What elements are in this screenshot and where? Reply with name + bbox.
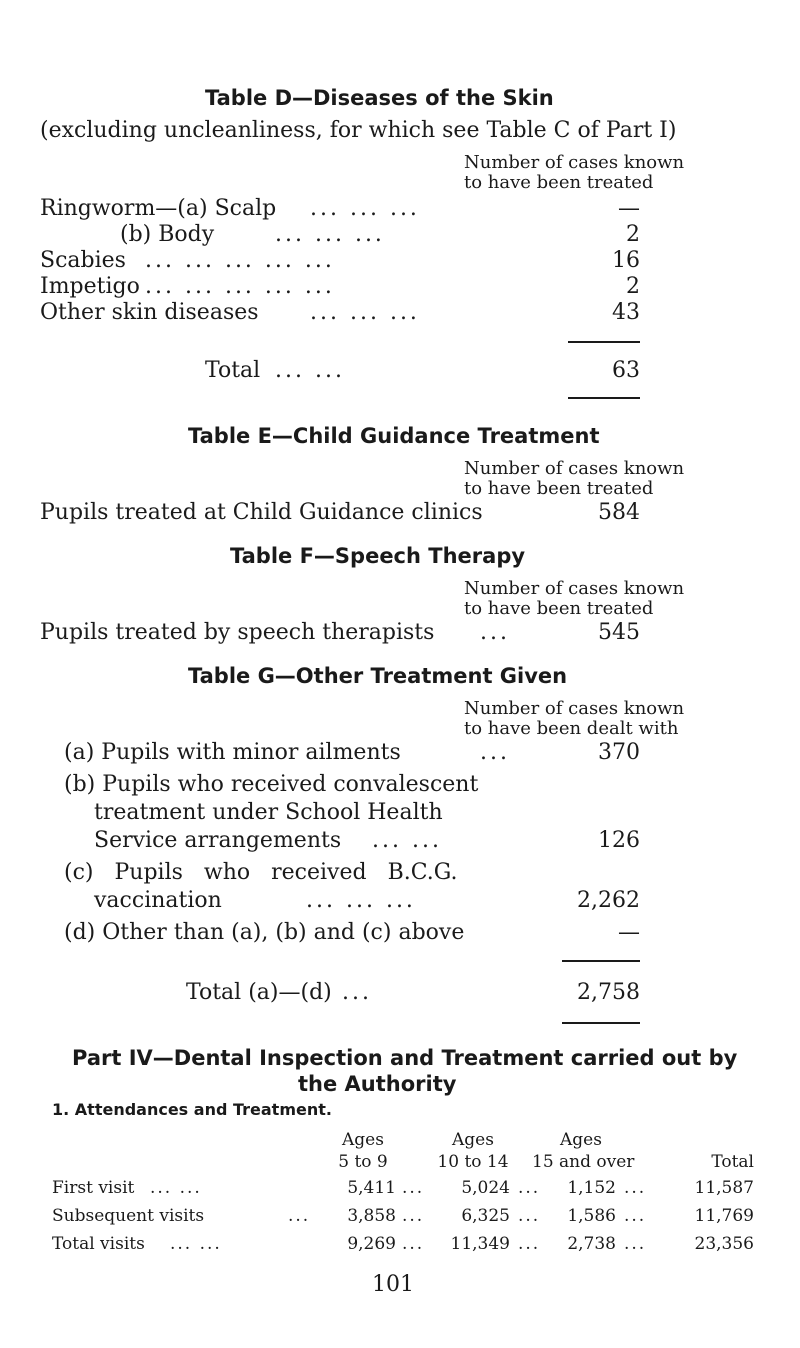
table-d-row-value: 2 [626, 222, 640, 247]
dental-col-header: 10 to 14 [437, 1152, 509, 1172]
dental-col-header: Ages [452, 1130, 494, 1150]
table-g-row-c-line: vaccination [94, 888, 222, 913]
dental-cell: 11,587 [694, 1178, 754, 1198]
dental-cell: 3,858 [347, 1206, 396, 1226]
table-g-col-header-2: to have been dealt with [464, 718, 679, 739]
table-g-rule [562, 1022, 640, 1024]
table-g-total-label: Total (a)—(d) [186, 980, 332, 1005]
table-d-title: Table D—Diseases of the Skin [205, 86, 554, 110]
table-g-row-b-line: Service arrangements [94, 828, 342, 853]
table-g-rule [562, 960, 640, 962]
dental-cell: 2,738 [567, 1234, 616, 1254]
dental-col-header: 5 to 9 [338, 1152, 388, 1172]
table-g-row-c-line: (c) Pupils who received B.C.G. [64, 860, 458, 885]
dental-cell: 5,024 [461, 1178, 510, 1198]
table-g-total-value: 2,758 [577, 980, 640, 1005]
dental-col-header: Total [711, 1152, 754, 1172]
table-d-row-value: 2 [626, 274, 640, 299]
table-d-row-label: Impetigo [40, 274, 140, 299]
table-f-col-header-2: to have been treated [464, 598, 654, 619]
part-iv-title-line-1: Part IV—Dental Inspection and Treatment carried out by [72, 1046, 738, 1070]
table-g-row-a-value: 370 [598, 740, 640, 765]
page-number: 101 [372, 1272, 414, 1297]
dental-cell: 11,769 [694, 1206, 754, 1226]
table-f-row-value: 545 [598, 620, 640, 645]
table-d-rule [568, 341, 640, 343]
dental-cell: 1,586 [567, 1206, 616, 1226]
table-d-col-header-1: Number of cases known [464, 152, 685, 173]
dental-row-label: First visit [52, 1178, 135, 1198]
table-d-row-label: (b) Body [120, 222, 215, 247]
dental-cell: 23,356 [694, 1234, 754, 1254]
table-g-row-b-value: 126 [598, 828, 640, 853]
table-d-row-label: Scabies [40, 248, 126, 273]
table-d-row-label: Other skin diseases [40, 300, 259, 325]
table-g-row-c-value: 2,262 [577, 888, 640, 913]
table-e-col-header-1: Number of cases known [464, 458, 685, 479]
table-g-row-b-line: treatment under School Health [94, 800, 443, 825]
table-e-title: Table E—Child Guidance Treatment [188, 424, 600, 448]
table-d-row-value: 16 [612, 248, 640, 273]
dental-cell: 11,349 [450, 1234, 510, 1254]
table-f-row-label: Pupils treated by speech therapists [40, 620, 435, 645]
table-f-title: Table F—Speech Therapy [230, 544, 526, 568]
dental-cell: 9,269 [347, 1234, 396, 1254]
table-d-total-value: 63 [612, 358, 640, 383]
table-d-total-label: Total [205, 358, 261, 383]
table-d-row-value: — [618, 196, 640, 221]
table-g-title: Table G—Other Treatment Given [188, 664, 568, 688]
dental-row-label: Subsequent visits [52, 1206, 205, 1226]
dental-cell: 1,152 [567, 1178, 616, 1198]
dental-col-header: Ages [342, 1130, 384, 1150]
dental-cell: 6,325 [461, 1206, 510, 1226]
part-iv-section-heading: 1. Attendances and Treatment. [52, 1100, 332, 1119]
table-f-col-header-1: Number of cases known [464, 578, 685, 599]
dental-col-header: Ages [560, 1130, 602, 1150]
table-d-col-header-2: to have been treated [464, 172, 654, 193]
table-g-row-d-value: — [618, 920, 640, 945]
dental-col-header: 15 and over [532, 1152, 635, 1172]
table-d-row-label: Ringworm—(a) Scalp [40, 196, 277, 221]
table-d-subtitle: (excluding uncleanliness, for which see Table C of Part I) [40, 118, 677, 143]
table-d-row-value: 43 [612, 300, 640, 325]
table-g-row-a: (a) Pupils with minor ailments [64, 740, 401, 765]
part-iv-title-line-2: the Authority [298, 1072, 457, 1096]
dental-row-label: Total visits [52, 1234, 145, 1254]
table-e-row-value: 584 [598, 500, 640, 525]
table-g-row-b-line: (b) Pupils who received convalescent [64, 772, 479, 797]
table-e-col-header-2: to have been treated [464, 478, 654, 499]
table-g-row-d: (d) Other than (a), (b) and (c) above [64, 920, 465, 945]
table-e-row-label: Pupils treated at Child Guidance clinics [40, 500, 483, 525]
table-g-col-header-1: Number of cases known [464, 698, 685, 719]
dental-cell: 5,411 [347, 1178, 396, 1198]
table-d-rule [568, 397, 640, 399]
